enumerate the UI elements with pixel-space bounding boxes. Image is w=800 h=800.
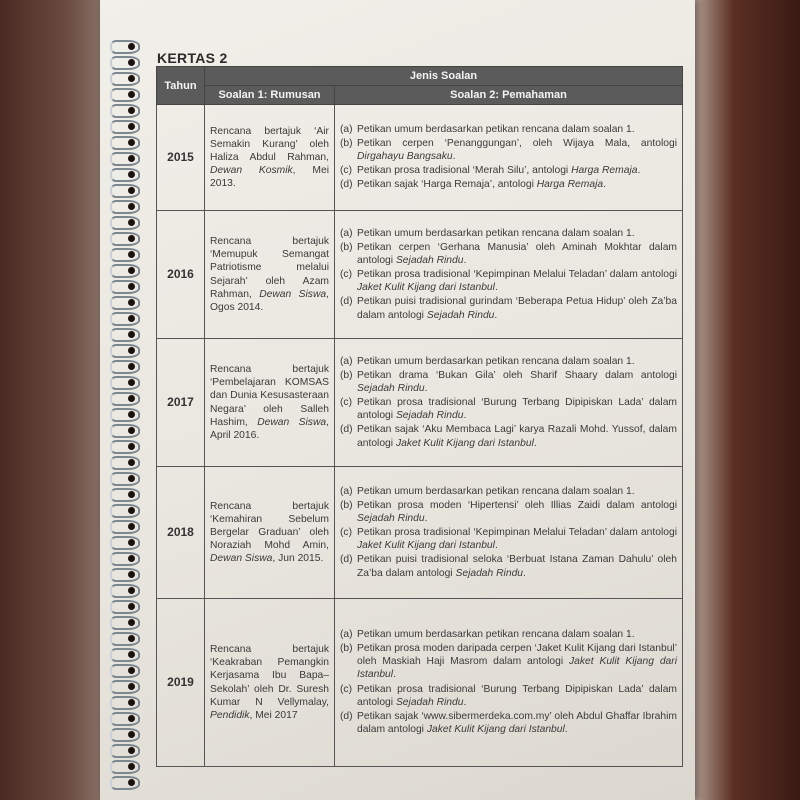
- binding-hole: [128, 715, 135, 722]
- table-row: [157, 339, 683, 467]
- binding-hole: [128, 203, 135, 210]
- text-segment: .: [637, 165, 641, 177]
- item-label: (b): [340, 137, 353, 149]
- spiral-loop: [110, 440, 140, 454]
- spiral-loop: [110, 776, 140, 790]
- question-item: [340, 642, 677, 682]
- binding-hole: [128, 235, 135, 242]
- publication-title: Jaket Kulit Kijang dari Istanbul: [426, 724, 565, 736]
- binding-hole: [128, 667, 135, 674]
- item-text: [357, 396, 677, 422]
- item-text: [357, 164, 677, 177]
- text-segment: .: [452, 151, 456, 163]
- item-text: [357, 553, 677, 579]
- year-cell: 2017: [157, 339, 205, 467]
- text-segment: .: [424, 512, 428, 524]
- item-text: [357, 369, 677, 395]
- item-text: [357, 628, 677, 641]
- spiral-loop: [110, 648, 140, 662]
- spiral-loop: [110, 424, 140, 438]
- publication-title: Harga Remaja: [571, 165, 638, 177]
- item-label: (d): [340, 424, 353, 436]
- table-row: [157, 467, 683, 599]
- publication-title: Sejadah Rindu: [455, 567, 524, 579]
- background-right: [690, 0, 800, 800]
- rumusan-cell: [205, 211, 335, 339]
- header-soalan2: Soalan 2: Pemahaman: [335, 86, 683, 105]
- item-text: [357, 355, 677, 368]
- item-text: [357, 178, 677, 191]
- spiral-loop: [110, 600, 140, 614]
- pemahaman-cell: [335, 105, 683, 211]
- item-label: (d): [340, 296, 353, 308]
- spiral-loop: [110, 728, 140, 742]
- spiral-loop: [110, 744, 140, 758]
- binding-hole: [128, 587, 135, 594]
- binding-hole: [128, 619, 135, 626]
- item-text: [357, 485, 677, 498]
- text-segment: Petikan sajak ‘Aku Membaca Lagi’ karya Razali Mohd. Yussof, dalam antologi: [357, 424, 677, 449]
- text-segment: Petikan umum berdasarkan petikan rencana dalam soalan 1.: [357, 227, 635, 239]
- question-item: [340, 268, 677, 294]
- item-text: [357, 123, 677, 136]
- spiral-loop: [110, 248, 140, 262]
- question-item: [340, 526, 677, 552]
- item-text: [357, 268, 677, 294]
- text-segment: Rencana bertajuk ‘Air Semakin Kurang’ oleh Haliza Abdul Rahman,: [210, 125, 329, 164]
- binding-hole: [128, 363, 135, 370]
- question-item: [340, 499, 677, 525]
- text-segment: , Mei 2013.: [210, 165, 329, 190]
- table-row: [157, 105, 683, 211]
- text-segment: .: [603, 179, 606, 191]
- item-label: (c): [340, 397, 353, 409]
- exam-table: [156, 66, 683, 767]
- text-segment: Petikan prosa moden daripada cerpen ‘Jaket Kulit Kijang dari Istanbul’ oleh Maskiah Haji Masrom dalam antologi: [357, 643, 677, 668]
- spiral-loop: [110, 488, 140, 502]
- text-segment: Petikan sajak ‘www.sibermerdeka.com.my’ oleh Abdul Ghaffar Ibrahim dalam antologi: [357, 711, 677, 736]
- item-text: [357, 710, 677, 736]
- item-text: [357, 642, 677, 682]
- item-label: (a): [340, 485, 353, 497]
- text-segment: , April 2016.: [210, 416, 329, 441]
- text-segment: .: [523, 567, 526, 579]
- binding-hole: [128, 59, 135, 66]
- question-item: [340, 683, 677, 709]
- spiral-loop: [110, 120, 140, 134]
- binding-hole: [128, 155, 135, 162]
- rumusan-cell: [205, 599, 335, 767]
- question-item: [340, 628, 677, 641]
- year-cell: 2018: [157, 467, 205, 599]
- text-segment: .: [463, 696, 467, 708]
- item-label: (a): [340, 227, 353, 239]
- binding-hole: [128, 171, 135, 178]
- item-text: [357, 227, 677, 240]
- spiral-loop: [110, 344, 140, 358]
- item-label: (c): [340, 269, 353, 281]
- spiral-loop: [110, 168, 140, 182]
- item-text: [357, 241, 677, 267]
- spiral-binding: [96, 40, 144, 800]
- binding-hole: [128, 347, 135, 354]
- question-item: [340, 710, 677, 736]
- publication-title: Sejadah Rindu: [395, 410, 464, 422]
- binding-hole: [128, 491, 135, 498]
- question-item: [340, 485, 677, 498]
- spiral-loop: [110, 104, 140, 118]
- binding-hole: [128, 251, 135, 258]
- item-label: (b): [340, 499, 353, 511]
- text-segment: Petikan prosa moden ‘Hipertensi’ oleh Illias Zaidi dalam antologi: [357, 499, 677, 511]
- item-text: [357, 423, 677, 449]
- item-label: (d): [340, 554, 353, 566]
- binding-hole: [128, 219, 135, 226]
- binding-hole: [128, 299, 135, 306]
- pemahaman-cell: [335, 339, 683, 467]
- binding-hole: [128, 635, 135, 642]
- item-text: [357, 683, 677, 709]
- spiral-loop: [110, 72, 140, 86]
- question-item: [340, 553, 677, 579]
- item-label: (c): [340, 683, 353, 695]
- spiral-loop: [110, 40, 140, 54]
- text-segment: Petikan prosa tradisional ‘Kepimpinan Melalui Teladan’ dalam antologi: [357, 527, 677, 539]
- question-item: [340, 164, 677, 177]
- rumusan-cell: [205, 339, 335, 467]
- spiral-loop: [110, 712, 140, 726]
- item-label: (c): [340, 165, 353, 177]
- spiral-loop: [110, 392, 140, 406]
- publication-title: Dewan Siswa: [257, 416, 327, 428]
- spiral-loop: [110, 360, 140, 374]
- binding-hole: [128, 315, 135, 322]
- item-label: (a): [340, 123, 353, 135]
- header-tahun: Tahun: [157, 67, 205, 105]
- question-item: [340, 355, 677, 368]
- item-text: [357, 499, 677, 525]
- spiral-loop: [110, 264, 140, 278]
- spiral-loop: [110, 200, 140, 214]
- question-item: [340, 369, 677, 395]
- text-segment: Rencana bertajuk ‘Kemahiran Sebelum Bergelar Graduan’ oleh Noraziah Mohd Amin,: [210, 500, 329, 552]
- binding-hole: [128, 379, 135, 386]
- text-segment: Petikan umum berdasarkan petikan rencana dalam soalan 1.: [357, 628, 635, 640]
- text-segment: .: [393, 669, 396, 681]
- publication-title: Sejadah Rindu: [357, 382, 425, 394]
- item-label: (b): [340, 369, 353, 381]
- binding-hole: [128, 123, 135, 130]
- text-segment: Petikan prosa tradisional ‘Burung Terbang Dipipiskan Lada’ dalam antologi: [357, 683, 677, 708]
- year-cell: 2016: [157, 211, 205, 339]
- pemahaman-cell: [335, 599, 683, 767]
- text-segment: , Mei 2017: [249, 710, 298, 721]
- item-label: (d): [340, 711, 353, 722]
- text-segment: Petikan puisi tradisional gurindam ‘Beberapa Petua Hidup’ oleh Za’ba dalam antologi: [357, 296, 677, 321]
- binding-hole: [128, 187, 135, 194]
- rumusan-cell: [205, 467, 335, 599]
- text-segment: .: [494, 309, 498, 321]
- rumusan-cell: [205, 105, 335, 211]
- text-segment: .: [494, 282, 498, 294]
- text-segment: Rencana bertajuk ‘Pembelajaran KOMSAS dan Dunia Kesusasteraan Negara’ oleh Salleh Hashim,: [210, 364, 329, 428]
- text-segment: Petikan cerpen ‘Penanggungan’, oleh Wijaya Mala, antologi: [357, 137, 677, 149]
- binding-hole: [128, 779, 135, 786]
- text-segment: Petikan sajak ‘Harga Remaja’, antologi: [357, 179, 537, 191]
- spiral-loop: [110, 328, 140, 342]
- publication-title: Dirgahayu Bangsaku: [357, 151, 453, 163]
- header-soalan1: Soalan 1: Rumusan: [205, 86, 335, 105]
- spiral-loop: [110, 568, 140, 582]
- binding-hole: [128, 603, 135, 610]
- text-segment: Petikan prosa tradisional ‘Merah Silu’, antologi: [357, 165, 572, 177]
- publication-title: Sejadah Rindu: [395, 254, 464, 266]
- question-item: [340, 178, 677, 191]
- binding-hole: [128, 91, 135, 98]
- text-segment: , Jun 2015.: [272, 553, 324, 565]
- spiral-loop: [110, 232, 140, 246]
- spiral-loop: [110, 280, 140, 294]
- spiral-loop: [110, 296, 140, 310]
- header-jenis-soalan: Jenis Soalan: [205, 67, 683, 86]
- text-segment: .: [494, 540, 498, 552]
- spiral-loop: [110, 632, 140, 646]
- publication-title: Sejadah Rindu: [395, 696, 464, 708]
- binding-hole: [128, 139, 135, 146]
- binding-hole: [128, 507, 135, 514]
- binding-hole: [128, 331, 135, 338]
- item-label: (b): [340, 241, 353, 253]
- pemahaman-cell: [335, 467, 683, 599]
- binding-hole: [128, 651, 135, 658]
- binding-hole: [128, 683, 135, 690]
- text-segment: Petikan prosa tradisional ‘Kepimpinan Melalui Teladan’ dalam antologi: [357, 269, 677, 281]
- binding-hole: [128, 731, 135, 738]
- spiral-loop: [110, 88, 140, 102]
- publication-title: Dewan Siswa: [259, 288, 327, 300]
- item-label: (a): [340, 355, 353, 367]
- spiral-loop: [110, 760, 140, 774]
- binding-hole: [128, 427, 135, 434]
- question-item: [340, 123, 677, 136]
- binding-hole: [128, 267, 135, 274]
- year-cell: 2015: [157, 105, 205, 211]
- publication-title: Pendidik: [210, 710, 250, 721]
- item-text: [357, 137, 677, 163]
- binding-hole: [128, 395, 135, 402]
- binding-hole: [128, 763, 135, 770]
- text-segment: Rencana bertajuk ‘Memupuk Semangat Patriotisme melalui Sejarah’ oleh Azam Rahman,: [210, 236, 329, 300]
- binding-hole: [128, 283, 135, 290]
- text-segment: .: [564, 724, 568, 736]
- binding-hole: [128, 699, 135, 706]
- publication-title: Harga Remaja: [536, 179, 604, 191]
- question-item: [340, 396, 677, 422]
- question-item: [340, 241, 677, 267]
- text-segment: , Ogos 2014.: [210, 288, 329, 313]
- item-label: (b): [340, 643, 353, 655]
- publication-title: Dewan Kosmik: [210, 165, 293, 177]
- text-segment: Petikan puisi tradisional seloka ‘Berbuat Istana Zaman Dahulu’ oleh Za’ba dalam antologi: [357, 554, 677, 579]
- text-segment: Petikan cerpen ‘Gerhana Manusia’ oleh Aminah Mokhtar dalam antologi: [357, 241, 677, 266]
- spiral-loop: [110, 616, 140, 630]
- publication-title: Jaket Kulit Kijang dari Istanbul: [357, 656, 677, 681]
- text-segment: Rencana bertajuk ‘Keakraban Pemangkin Kerjasama Ibu Bapa–Sekolah’ oleh Dr. Suresh Kumar N Vellymalay,: [210, 644, 329, 708]
- text-segment: Petikan prosa tradisional ‘Burung Terbang Dipipiskan Lada’ dalam antologi: [357, 397, 677, 422]
- table-row: [157, 211, 683, 339]
- spiral-loop: [110, 536, 140, 550]
- item-label: (d): [340, 179, 353, 191]
- binding-hole: [128, 747, 135, 754]
- item-text: [357, 526, 677, 552]
- binding-hole: [128, 43, 135, 50]
- binding-hole: [128, 555, 135, 562]
- text-segment: .: [533, 437, 537, 449]
- spiral-loop: [110, 520, 140, 534]
- publication-title: Dewan Siswa: [210, 553, 273, 565]
- binding-hole: [128, 75, 135, 82]
- table-row: [157, 599, 683, 767]
- item-text: [357, 295, 677, 321]
- pemahaman-cell: [335, 211, 683, 339]
- spiral-loop: [110, 376, 140, 390]
- question-item: [340, 227, 677, 240]
- binding-hole: [128, 459, 135, 466]
- item-label: (c): [340, 527, 353, 539]
- text-segment: Petikan umum berdasarkan petikan rencana dalam soalan 1.: [357, 355, 635, 367]
- text-segment: .: [424, 382, 428, 394]
- binding-hole: [128, 475, 135, 482]
- binding-hole: [128, 411, 135, 418]
- spiral-loop: [110, 552, 140, 566]
- spiral-loop: [110, 680, 140, 694]
- question-item: [340, 137, 677, 163]
- publication-title: Jaket Kulit Kijang dari Istanbul: [357, 282, 495, 294]
- spiral-loop: [110, 472, 140, 486]
- background-left: [0, 0, 110, 800]
- question-item: [340, 295, 677, 321]
- binding-hole: [128, 443, 135, 450]
- publication-title: Jaket Kulit Kijang dari Istanbul: [395, 437, 534, 449]
- spiral-loop: [110, 312, 140, 326]
- binding-hole: [128, 571, 135, 578]
- text-segment: Petikan drama ‘Bukan Gila’ oleh Sharif Shaary dalam antologi: [357, 369, 677, 381]
- section-title: KERTAS 2: [157, 50, 228, 66]
- question-item: [340, 423, 677, 449]
- spiral-loop: [110, 136, 140, 150]
- spiral-loop: [110, 216, 140, 230]
- text-segment: .: [463, 410, 467, 422]
- text-segment: Petikan umum berdasarkan petikan rencana dalam soalan 1.: [357, 123, 635, 135]
- spiral-loop: [110, 56, 140, 70]
- publication-title: Jaket Kulit Kijang dari Istanbul: [357, 540, 495, 552]
- spiral-loop: [110, 664, 140, 678]
- publication-title: Sejadah Rindu: [426, 309, 495, 321]
- text-segment: .: [463, 254, 467, 266]
- spiral-loop: [110, 408, 140, 422]
- spiral-loop: [110, 584, 140, 598]
- spiral-loop: [110, 456, 140, 470]
- spiral-loop: [110, 152, 140, 166]
- binding-hole: [128, 539, 135, 546]
- year-cell: 2019: [157, 599, 205, 767]
- spiral-loop: [110, 504, 140, 518]
- binding-hole: [128, 107, 135, 114]
- spiral-loop: [110, 696, 140, 710]
- binding-hole: [128, 523, 135, 530]
- publication-title: Sejadah Rindu: [357, 512, 425, 524]
- spiral-loop: [110, 184, 140, 198]
- item-label: (a): [340, 628, 353, 640]
- text-segment: Petikan umum berdasarkan petikan rencana dalam soalan 1.: [357, 485, 635, 497]
